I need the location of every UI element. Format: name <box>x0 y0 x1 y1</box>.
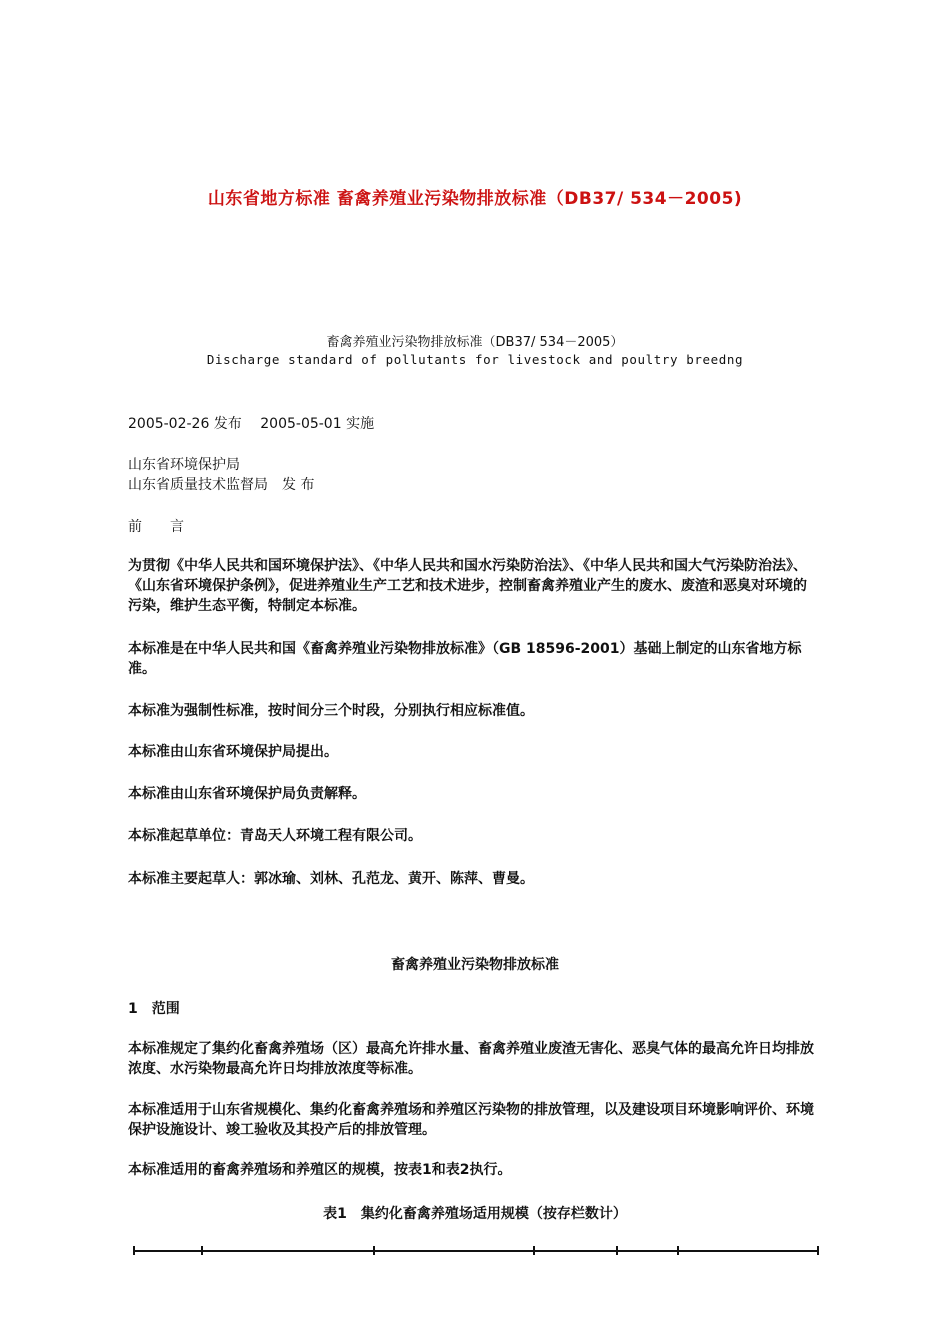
table1-column-tick <box>817 1246 819 1255</box>
foreword-paragraph-6: 本标准起草单位：青岛天人环境工程有限公司。 <box>128 828 422 844</box>
table1-column-tick <box>533 1246 535 1255</box>
issuer-line-2: 山东省质量技术监督局 发 布 <box>128 477 315 493</box>
table1-column-tick <box>133 1246 135 1255</box>
scope-paragraph-3: 本标准适用的畜禽养殖场和养殖区的规模，按表1和表2执行。 <box>128 1162 512 1178</box>
standard-title-cn: 畜禽养殖业污染物排放标准（DB37/ 534－2005） <box>326 335 624 350</box>
document-title: 山东省地方标准 畜禽养殖业污染物排放标准（DB37/ 534－2005) <box>207 189 743 209</box>
foreword-paragraph-5: 本标准由山东省环境保护局负责解释。 <box>128 786 366 802</box>
scope-paragraph-2: 本标准适用于山东省规模化、集约化畜禽养殖场和养殖区污染物的排放管理，以及建设项目环境影响评价、环境保护设施设计、竣工验收及其投产后的排放管理。 <box>128 1102 814 1138</box>
table1-column-tick <box>616 1246 618 1255</box>
scope-paragraph-1: 本标准规定了集约化畜禽养殖场（区）最高允许排水量、畜禽养殖业废渣无害化、恶臭气体的最高允许日均排放浓度、水污染物最高允许日均排放浓度等标准。 <box>128 1041 814 1077</box>
foreword-paragraph-3: 本标准为强制性标准，按时间分三个时段，分别执行相应标准值。 <box>128 703 534 719</box>
foreword-paragraph-2: 本标准是在中华人民共和国《畜禽养殖业污染物排放标准》（GB 18596-2001）基础上制定的山东省地方标准。 <box>128 641 802 677</box>
table1-column-tick <box>201 1246 203 1255</box>
foreword-paragraph-1: 为贯彻《中华人民共和国环境保护法》、《中华人民共和国水污染防治法》、《中华人民共和国大气污染防治法》、《山东省环境保护条例》，促进养殖业生产工艺和技术进步，控制畜禽养殖业产生的废水、废渣和恶臭对环境的污染，维护生态平衡，特制定本标准。 <box>128 558 807 614</box>
table1-column-tick <box>677 1246 679 1255</box>
publish-dates: 2005-02-26 发布 2005-05-01 实施 <box>128 416 375 432</box>
section-title: 畜禽养殖业污染物排放标准 <box>391 957 559 973</box>
table1-top-border <box>133 1250 819 1252</box>
table1-column-tick <box>373 1246 375 1255</box>
foreword-paragraph-7: 本标准主要起草人：郭冰瑜、刘林、孔范龙、黄开、陈萍、曹曼。 <box>128 871 534 887</box>
foreword-heading: 前 言 <box>128 519 184 535</box>
standard-title-en: Discharge standard of pollutants for livestock and poultry breedng <box>206 352 744 367</box>
foreword-paragraph-4: 本标准由山东省环境保护局提出。 <box>128 744 338 760</box>
scope-heading: 1 范围 <box>128 1001 180 1017</box>
table1-caption: 表1 集约化畜禽养殖场适用规模（按存栏数计） <box>323 1206 627 1222</box>
issuer-line-1: 山东省环境保护局 <box>128 457 240 473</box>
